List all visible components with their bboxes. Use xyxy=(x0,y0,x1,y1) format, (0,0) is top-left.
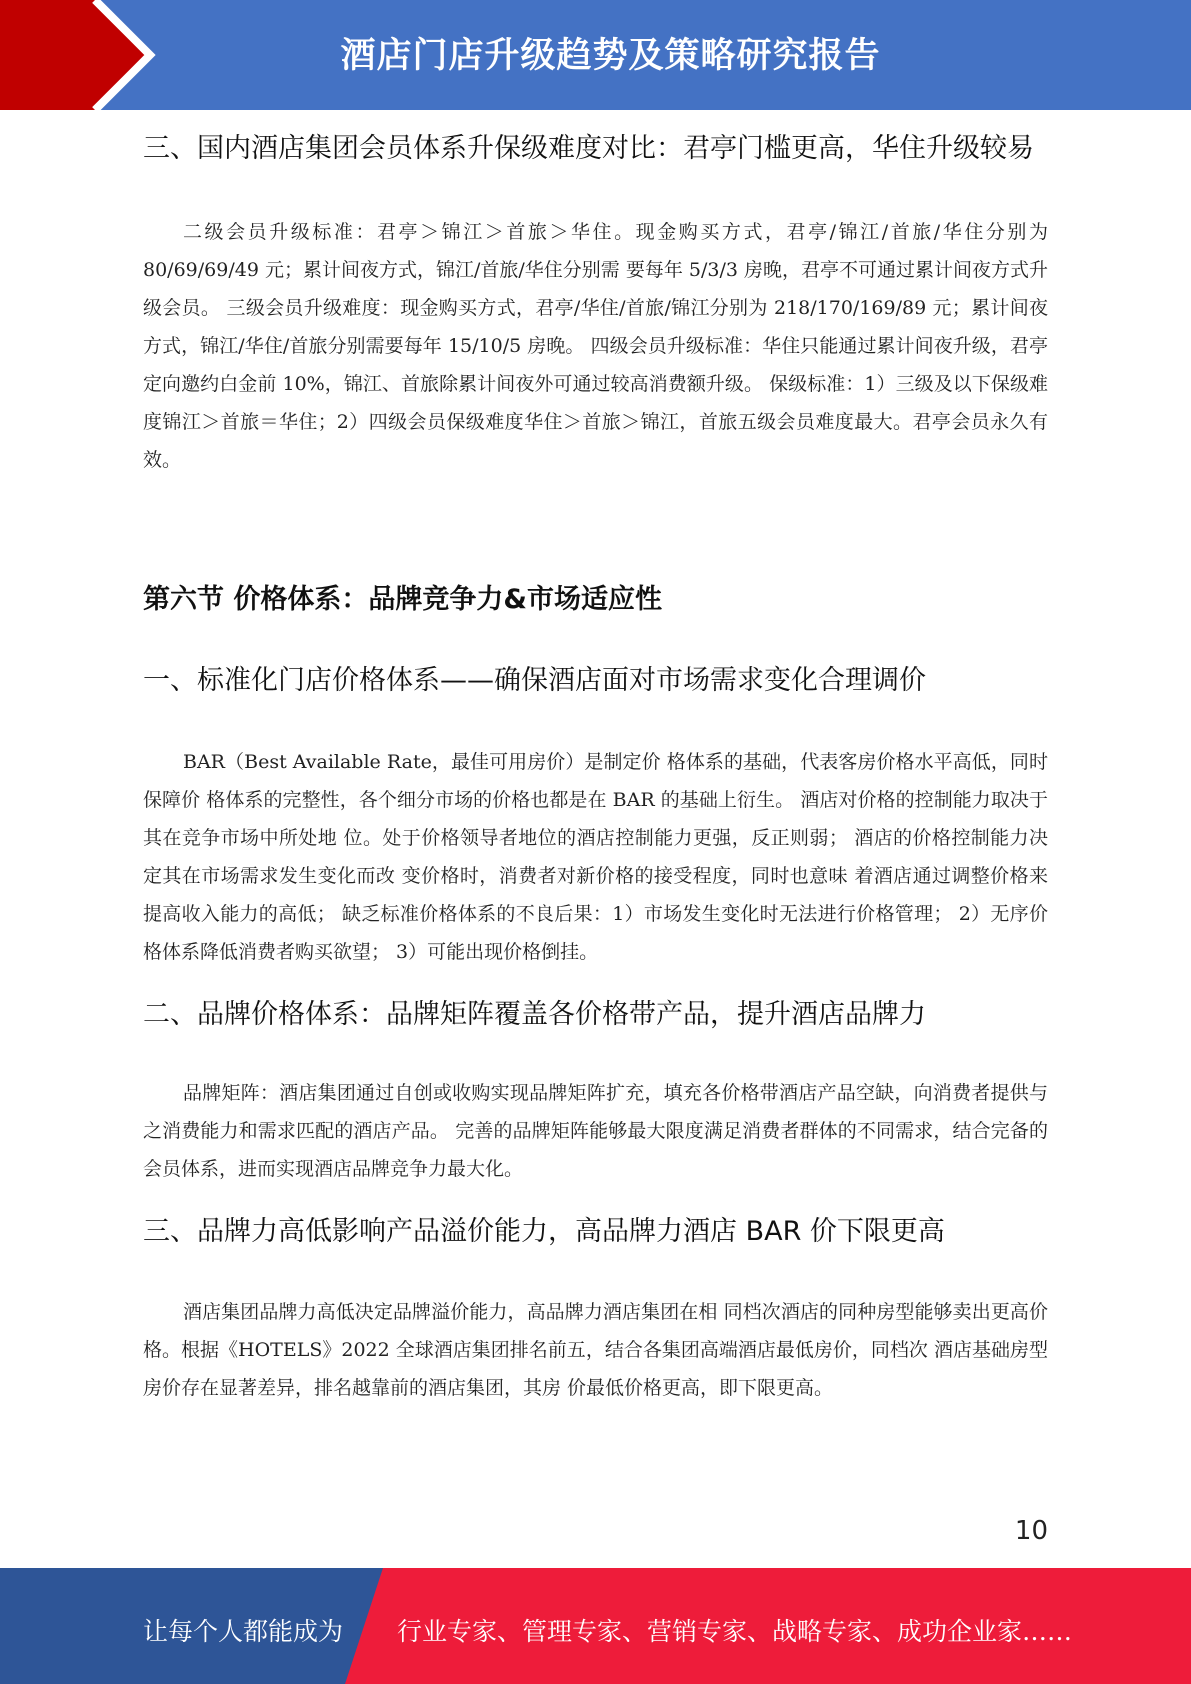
footer-slogan-right: 行业专家、管理专家、营销专家、战略专家、成功企业家…… xyxy=(397,1617,1073,1646)
paragraph-standard-pricing: BAR（Best Available Rate，最佳可用房价）是制定价 格体系的基础，代表客房价格水平高低，同时保障价 格体系的完整性，各个细分市场的价格也都是在 BAR 的基础上衍生。 酒店对价格的控制能力取决于其在竞争市场中所处地 位。处于价格领导者地位的酒店控制能力更强，反正则弱； 酒店的价格控制能力决定其在市场需求发生变化而改 变价格时，消费者对新价格的接受程度，同时也意味 着酒店通过调整价格来提高收入能力的高低； 缺乏标准价格体系的不良后果：1）市场发生变化时无法进行价格管理； 2）无序价格体系降低消费者购买欲望； 3）可能出现价格倒挂。 xyxy=(143,751,1048,963)
page-footer xyxy=(0,1568,1191,1684)
report-title: 酒店门店升级趋势及策略研究报告 xyxy=(340,36,881,76)
paragraph-membership: 二级会员升级标准：君亭＞锦江＞首旅＞华住。现金购买方式，君亭/锦江/首旅/华住分别为 80/69/69/49 元；累计间夜方式，锦江/首旅/华住分别需 要每年 5/3/3 房晚，君亭不可通过累计间夜方式升级会员。 三级会员升级难度：现金购买方式，君亭/华住/首旅/锦江分别为 218/170/169/89 元；累计间夜方式，锦江/华住/首旅分别需要每年 15/10/5 房晚。 四级会员升级标准：华住只能通过累计间夜升级，君亭定向邀约白金前 10%，锦江、首旅除累计间夜外可通过较高消费额升级。 保级标准：1）三级及以下保级难度锦江＞首旅＝华住；2）四级会员保级难度华住＞首旅＞锦江，首旅五级会员难度最大。君亭会员永久有效。 xyxy=(143,221,1048,471)
paragraph-brand-pricing: 品牌矩阵：酒店集团通过自创或收购实现品牌矩阵扩充，填充各价格带酒店产品空缺，向消费者提供与之消费能力和需求匹配的酒店产品。 完善的品牌矩阵能够最大限度满足消费者群体的不同需求，结合完备的会员体系，进而实现酒店品牌竞争力最大化。 xyxy=(143,1082,1048,1180)
paragraph-brand-premium: 酒店集团品牌力高低决定品牌溢价能力，高品牌力酒店集团在相 同档次酒店的同种房型能够卖出更高价格。根据《HOTELS》2022 全球酒店集团排名前五，结合各集团高端酒店最低房价，同档次 酒店基础房型房价存在显著差异，排名越靠前的酒店集团，其房 价最低价格更高，即下限更高。 xyxy=(143,1301,1048,1399)
page-number: 10 xyxy=(1014,1516,1048,1546)
section-heading-membership: 三、国内酒店集团会员体系升保级难度对比：君亭门槛更高，华住升级较易 xyxy=(143,133,1034,164)
main-content xyxy=(143,128,1048,1407)
chapter-title: 第六节 价格体系：品牌竞争力&市场适应性 xyxy=(143,584,662,615)
section-heading-brand-pricing: 二、品牌价格体系：品牌矩阵覆盖各价格带产品，提升酒店品牌力 xyxy=(143,999,926,1030)
page-header xyxy=(0,0,1191,110)
section-heading-brand-premium: 三、品牌力高低影响产品溢价能力，高品牌力酒店 BAR 价下限更高 xyxy=(143,1216,945,1247)
section-heading-standard-pricing: 一、标准化门店价格体系——确保酒店面对市场需求变化合理调价 xyxy=(143,665,926,696)
footer-slogan-left: 让每个人都能成为 xyxy=(143,1617,344,1646)
